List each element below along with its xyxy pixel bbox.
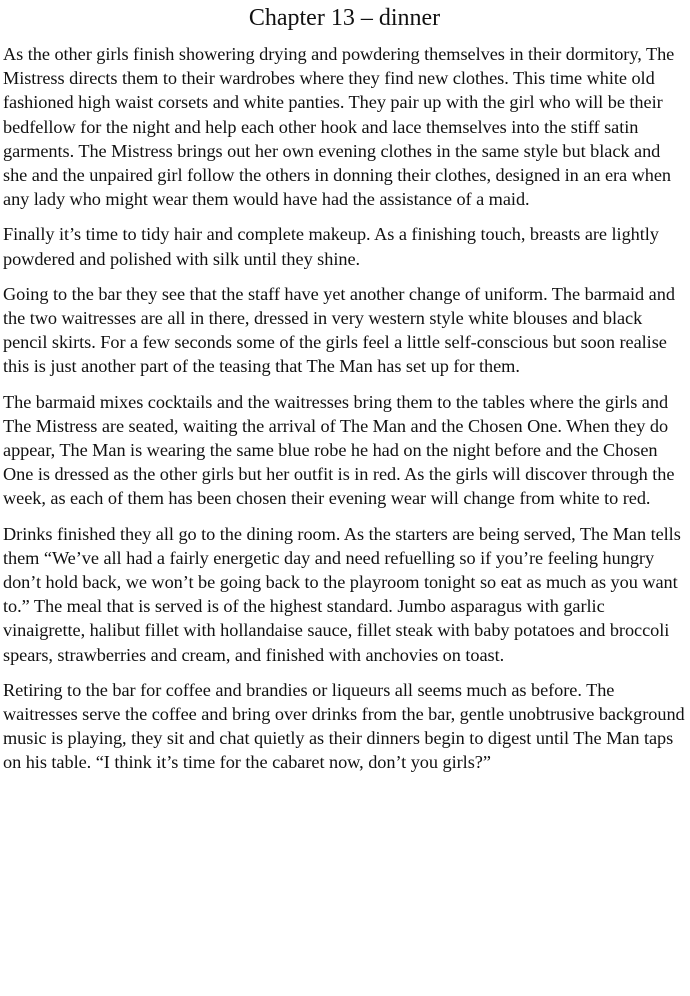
paragraph-6: Retiring to the bar for coffee and brandies or liqueurs all seems much as before. The waitresses serve the coffee and bring over drinks from the bar, gentle unobtrusive background music is playing, they sit and chat quietly as their dinners begin to digest until The Man taps on his table. “I think it’s time for the cabaret now, don’t you girls?” <box>3 679 685 773</box>
paragraph-4: The barmaid mixes cocktails and the waitresses bring them to the tables where the girls and The Mistress are seated, waiting the arrival of The Man and the Chosen One. When they do appear, The Man is wearing the same blue robe he had on the night before and the Chosen One is dressed as the other girls but her outfit is in red. As the girls will discover through the week, as each of them has been chosen their evening wear will change from white to red. <box>3 391 675 509</box>
paragraph-2: Finally it’s time to tidy hair and complete makeup. As a finishing touch, breasts are lightly powdered and polished with silk until they shine. <box>3 224 659 269</box>
paragraph-1: As the other girls finish showering drying and powdering themselves in their dormitory, The Mistress directs them to their wardrobes where they find new clothes. This time white old fashioned high waist corsets and white panties. They pair up with the girl who will be their bedfellow for the night and help each other hook and lace themselves into the stiff satin garments. The Mistress brings out her own evening clothes in the same style but black and she and the unpaired girl follow the others in donning their clothes, designed in an era when any lady who might wear them would have had the assistance of a maid. <box>3 44 675 210</box>
paragraph-5: Drinks finished they all go to the dining room. As the starters are being served, The Man tells them “We’ve all had a fairly energetic day and need refuelling so if you’re feeling hungry don’t hold back, we won’t be going back to the playroom tonight so eat as much as you want to.” The meal that is served is of the highest standard. Jumbo asparagus with garlic vinaigrette, halibut fillet with hollandaise sauce, fillet steak with baby potatoes and broccoli spears, strawberries and cream, and finished with anchovies on toast. <box>3 523 681 665</box>
chapter-title: Chapter 13 – dinner <box>248 5 441 31</box>
paragraph-3: Going to the bar they see that the staff have yet another change of uniform. The barmaid and the two waitresses are all in there, dressed in very western style white blouses and black pencil skirts. For a few seconds some of the girls feel a little self-conscious but soon realise this is just another part of the teasing that The Man has set up for them. <box>3 283 675 377</box>
